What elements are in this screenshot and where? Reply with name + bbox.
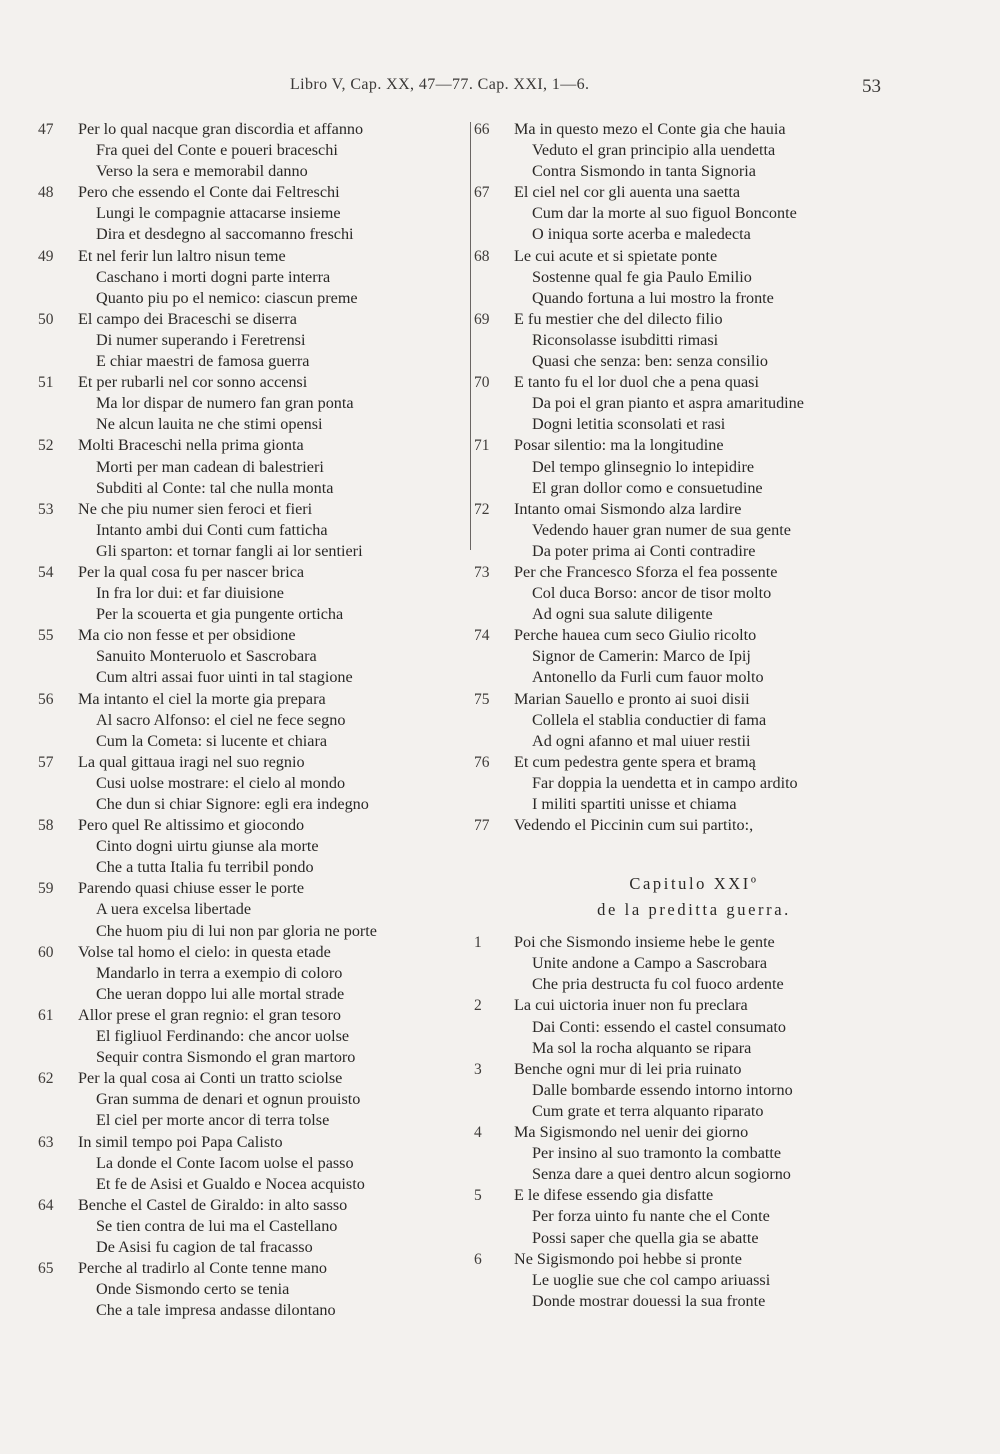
stanza-number: 76: [474, 753, 490, 771]
stanza-number: 57: [38, 753, 54, 771]
verse-line: Quanto piu po el nemico: ciascun preme: [96, 288, 358, 307]
verse-line: E chiar maestri de famosa guerra: [96, 352, 310, 371]
stanza-lines: [514, 752, 914, 815]
stanza-number: 5: [474, 1187, 482, 1205]
stanza-lines: [78, 119, 458, 182]
stanza: [474, 815, 914, 836]
verse-line: De Asisi fu cagion de tal fracasso: [96, 1237, 313, 1256]
stanza: [38, 1068, 458, 1131]
stanza: [38, 625, 458, 688]
chapter-title: Capitulo XXIº: [629, 874, 759, 894]
verse-line: Sanuito Monteruolo et Sascrobara: [96, 647, 317, 666]
stanza-lines: [78, 878, 458, 941]
stanza-number: 77: [474, 817, 490, 835]
stanza-lines: [514, 562, 914, 625]
stanza-lines: [78, 689, 458, 752]
verse-line: Donde mostrar douessi la sua fronte: [532, 1291, 766, 1310]
stanza: [38, 1005, 458, 1068]
verse-line: Et cum pedestra gente spera et bramą: [514, 752, 756, 771]
verse-line: Intanto ambi dui Conti cum fatticha: [96, 520, 328, 539]
stanza: [474, 1059, 914, 1122]
verse-line: El campo dei Braceschi se diserra: [78, 309, 297, 328]
verse-line: Sostenne qual fe gia Paulo Emilio: [532, 267, 752, 286]
stanza-lines: [78, 435, 458, 498]
verse-line: O iniqua sorte acerba e maledecta: [532, 225, 751, 244]
verse-line: Che a tale impresa andasse dilontano: [96, 1301, 336, 1320]
stanza-number: 47: [38, 121, 54, 138]
stanza-lines: [78, 752, 458, 815]
stanza-lines: [78, 372, 458, 435]
verse-line: Signor de Camerin: Marco de Ipij: [532, 647, 751, 666]
verse-line: Riconsolasse isubditti rimasi: [532, 330, 719, 349]
stanza-number: 63: [38, 1133, 54, 1151]
verse-line: Cum altri assai fuor uinti in tal stagione: [96, 668, 353, 687]
verse-line: Posar silentio: ma la longitudine: [514, 436, 724, 455]
stanza: [38, 499, 458, 562]
stanza: [474, 995, 914, 1058]
verse-line: Dira et desdegno al saccomanno freschi: [96, 225, 354, 244]
verse-line: Per che Francesco Sforza el fea possente: [514, 562, 778, 581]
stanza-lines: [514, 309, 914, 372]
verse-line: Cinto dogni uirtu giunse ala morte: [96, 837, 319, 856]
stanza-number: 50: [38, 310, 54, 328]
stanza: [38, 119, 458, 182]
verse-line: Antonello da Furli cum fauor molto: [532, 668, 764, 687]
stanza-lines: [514, 995, 914, 1058]
chapter-heading: [474, 872, 914, 922]
stanza: [474, 372, 914, 435]
verse-line: Pero quel Re altissimo et giocondo: [78, 816, 305, 835]
stanza-lines: [78, 182, 458, 245]
verse-line: Vedendo hauer gran numer de sua gente: [532, 520, 791, 539]
verse-line: Per la scouerta et gia pungente orticha: [96, 605, 344, 624]
verse-line: Marian Sauello e pronto ai suoi disii: [514, 689, 750, 708]
stanza: [38, 942, 458, 1005]
verse-line: Al sacro Alfonso: el ciel ne fece segno: [96, 710, 346, 729]
stanza: [38, 878, 458, 941]
verse-line: La donde el Conte Iacom uolse el passo: [96, 1153, 354, 1172]
stanza: [38, 752, 458, 815]
stanza: [474, 562, 914, 625]
stanza-lines: [514, 625, 914, 688]
stanza-lines: [78, 1132, 458, 1195]
chapter-subtitle: de la preditta guerra.: [597, 900, 791, 920]
stanza-number: 73: [474, 563, 490, 581]
verse-line: Che ueran doppo lui alle mortal strade: [96, 984, 345, 1003]
verse-line: Gli sparton: et tornar fangli ai lor sentieri: [96, 541, 363, 560]
verse-line: Ne alcun lauita ne che stimi opensi: [96, 415, 323, 434]
verse-line: Volse tal homo el cielo: in questa etade: [78, 942, 331, 961]
verse-line: El ciel nel cor gli auenta una saetta: [514, 183, 741, 202]
verse-line: Del tempo glinsegnio lo intepidire: [532, 457, 755, 476]
verse-line: Da poi el gran pianto et aspra amaritudine: [532, 394, 804, 413]
stanza-number: 70: [474, 374, 490, 392]
stanza-number: 62: [38, 1070, 54, 1088]
verse-line: Le cui acute et si spietate ponte: [514, 246, 718, 265]
verse-line: Cum dar la morte al suo figuol Bonconte: [532, 204, 797, 223]
stanza-lines: [514, 372, 914, 435]
verse-line: Quasi che senza: ben: senza consilio: [532, 352, 768, 371]
verse-line: Dogni letitia sconsolati et rasi: [532, 415, 726, 434]
stanza: [38, 562, 458, 625]
verse-line: Vedendo el Piccinin cum sui partito:,: [514, 816, 754, 835]
chapter-stanzas: [474, 932, 914, 1312]
verse-line: Per lo qual nacque gran discordia et affanno: [78, 120, 364, 138]
verse-line: Mandarlo in terra a exempio di coloro: [96, 963, 343, 982]
stanza: [474, 309, 914, 372]
verse-line: Ma intanto el ciel la morte gia prepara: [78, 689, 326, 708]
verse-line: Cum grate et terra alquanto riparato: [532, 1101, 764, 1120]
stanza-lines: [514, 119, 914, 182]
verse-line: Et per rubarli nel cor sonno accensi: [78, 373, 308, 392]
verse-line: Che pria destructa fu col fuoco ardente: [532, 975, 784, 994]
verse-line: Morti per man cadean di balestrieri: [96, 457, 324, 476]
verse-line: Se tien contra de lui ma el Castellano: [96, 1216, 338, 1235]
verse-line: Ma in questo mezo el Conte gia che hauia: [514, 120, 786, 138]
verse-line: Et nel ferir lun laltro nisun teme: [78, 246, 286, 265]
stanza-lines: [78, 1068, 458, 1131]
verse-line: Poi che Sismondo insieme hebe le gente: [514, 933, 775, 952]
stanza-number: 72: [474, 500, 490, 518]
verse-line: Subditi al Conte: tal che nulla monta: [96, 478, 334, 497]
verse-line: Veduto el gran principio alla uendetta: [532, 141, 776, 160]
stanza: [38, 246, 458, 309]
verse-line: Che dun si chiar Signore: egli era indegno: [96, 795, 369, 813]
stanza-lines: [514, 1059, 914, 1122]
verse-line: Dalle bombarde essendo intorno intorno: [532, 1080, 793, 1099]
verse-line: In simil tempo poi Papa Calisto: [78, 1132, 283, 1151]
stanza: [38, 815, 458, 878]
verse-line: Benche el Castel de Giraldo: in alto sasso: [78, 1195, 348, 1214]
stanza-lines: [514, 1185, 914, 1248]
stanza: [474, 1249, 914, 1312]
verse-line: Perche hauea cum seco Giulio ricolto: [514, 626, 757, 645]
stanza-number: 58: [38, 817, 54, 835]
stanza: [474, 182, 914, 245]
verse-line: El gran dollor como e consuetudine: [532, 478, 763, 497]
right-stanzas: [474, 119, 914, 836]
stanza-number: 56: [38, 690, 54, 708]
stanza-lines: [514, 499, 914, 562]
stanza-number: 69: [474, 310, 490, 328]
verse-line: Far doppia la uendetta et in campo ardito: [532, 773, 798, 792]
stanza: [474, 689, 914, 752]
running-title: Libro V, Cap. XX, 47—77. Cap. XXI, 1—6.: [290, 76, 590, 93]
verse-line: Contra Sismondo in tanta Signoria: [532, 162, 756, 181]
verse-line: Molti Braceschi nella prima gionta: [78, 436, 304, 455]
verse-line: La qual gittaua iragi nel suo regnio: [78, 752, 305, 771]
verse-line: Di numer superando i Feretrensi: [96, 330, 306, 349]
verse-line: Per insino al suo tramonto la combatte: [532, 1144, 782, 1163]
stanza: [38, 435, 458, 498]
verse-line: Lungi le compagnie attacarse insieme: [96, 204, 341, 223]
stanza-number: 53: [38, 500, 54, 518]
stanza: [38, 1195, 458, 1258]
stanza-lines: [78, 246, 458, 309]
verse-line: Ma cio non fesse et per obsidione: [78, 626, 296, 645]
verse-line: E le difese essendo gia disfatte: [514, 1186, 714, 1205]
verse-line: Benche ogni mur di lei pria ruinato: [514, 1059, 742, 1078]
stanza: [474, 435, 914, 498]
stanza-lines: [514, 932, 914, 995]
stanza-number: 54: [38, 563, 54, 581]
stanza-number: 6: [474, 1250, 482, 1268]
verse-line: El ciel per morte ancor di terra tolse: [96, 1111, 330, 1130]
stanza-lines: [78, 562, 458, 625]
verse-line: Caschano i morti dogni parte interra: [96, 267, 331, 286]
stanza-number: 51: [38, 374, 54, 392]
stanza-lines: [514, 815, 914, 836]
running-header: [0, 72, 1000, 102]
stanza-lines: [78, 625, 458, 688]
stanza-lines: [78, 815, 458, 878]
verse-line: Per forza uinto fu nante che el Conte: [532, 1207, 770, 1226]
stanza: [474, 752, 914, 815]
stanza: [474, 1185, 914, 1248]
verse-line: Gran summa de denari et ognun prouisto: [96, 1090, 361, 1109]
verse-line: Et fe de Asisi et Gualdo e Nocea acquisto: [96, 1174, 365, 1193]
stanza-number: 68: [474, 247, 490, 265]
stanza: [38, 1132, 458, 1195]
verse-line: Che a tutta Italia fu terribil pondo: [96, 858, 314, 877]
stanza-number: 71: [474, 437, 490, 455]
stanza-number: 66: [474, 121, 490, 138]
stanza-lines: [78, 499, 458, 562]
stanza-lines: [78, 1258, 458, 1321]
stanza-number: 55: [38, 627, 54, 645]
stanza-lines: [78, 309, 458, 372]
verse-line: In fra lor dui: et far diuisione: [96, 584, 284, 603]
verse-line: A uera excelsa libertade: [96, 900, 252, 919]
verse-line: Onde Sismondo certo se tenia: [96, 1280, 290, 1299]
verse-line: Cusi uolse mostrare: el cielo al mondo: [96, 773, 346, 792]
stanza-number: 60: [38, 943, 54, 961]
verse-line: El figliuol Ferdinando: che ancor uolse: [96, 1027, 350, 1046]
verse-line: Quando fortuna a lui mostro la fronte: [532, 288, 774, 307]
verse-line: Ma Sigismondo nel uenir dei giorno: [514, 1123, 749, 1142]
verse-line: Allor prese el gran regnio: el gran tesoro: [78, 1005, 341, 1024]
stanza-number: 49: [38, 247, 54, 265]
stanza-lines: [514, 1122, 914, 1185]
verse-line: Ma lor dispar de numero fan gran ponta: [96, 394, 354, 413]
verse-line: Per la qual cosa ai Conti un tratto sciolse: [78, 1069, 343, 1088]
verse-line: Ad ogni sua salute diligente: [532, 605, 713, 624]
stanza-lines: [514, 435, 914, 498]
stanza-number: 64: [38, 1196, 54, 1214]
verse-line: Cum la Cometa: si lucente et chiara: [96, 731, 328, 750]
verse-line: Ad ogni afanno et mal uiuer restii: [532, 731, 751, 750]
stanza-lines: [514, 246, 914, 309]
page-number: 53: [862, 76, 881, 97]
column-divider: [470, 122, 471, 550]
verse-line: Ma sol la rocha alquanto se ripara: [532, 1038, 752, 1057]
stanza-lines: [514, 182, 914, 245]
stanza-number: 1: [474, 934, 482, 952]
stanza-number: 2: [474, 997, 482, 1015]
stanza: [38, 309, 458, 372]
verse-line: Per la qual cosa fu per nascer brica: [78, 562, 305, 581]
verse-line: E tanto fu el lor duol che a pena quasi: [514, 373, 759, 392]
stanza-number: 65: [38, 1260, 54, 1278]
stanza-lines: [78, 942, 458, 1005]
stanza-lines: [514, 1249, 914, 1312]
stanza: [38, 372, 458, 435]
right-column: [474, 119, 914, 1312]
stanza: [38, 689, 458, 752]
verse-line: Possi saper che quella gia se abatte: [532, 1228, 759, 1247]
stanza: [474, 625, 914, 688]
verse-line: Perche al tradirlo al Conte tenne mano: [78, 1259, 328, 1278]
verse-line: Che huom piu di lui non par gloria ne porte: [96, 921, 377, 940]
stanza-number: 74: [474, 627, 490, 645]
verse-line: E fu mestier che del dilecto filio: [514, 309, 723, 328]
verse-line: Fra quei del Conte e poueri braceschi: [96, 141, 338, 160]
stanza-number: 61: [38, 1006, 54, 1024]
stanza-lines: [514, 689, 914, 752]
verse-line: Ne che piu numer sien feroci et fieri: [78, 499, 313, 518]
verse-line: Ne Sigismondo poi hebbe si pronte: [514, 1249, 742, 1268]
stanza-number: 3: [474, 1060, 482, 1078]
stanza: [474, 1122, 914, 1185]
verse-line: Senza dare a quei dentro alcun sogiorno: [532, 1165, 791, 1184]
stanza: [38, 1258, 458, 1321]
verse-line: I militi spartiti unisse et chiama: [532, 795, 737, 813]
stanza: [474, 119, 914, 182]
verse-line: Dai Conti: essendo el castel consumato: [532, 1017, 786, 1036]
stanza: [474, 499, 914, 562]
stanza-lines: [78, 1005, 458, 1068]
verse-line: Collela el stablia conductier di fama: [532, 710, 767, 729]
verse-line: Parendo quasi chiuse esser le porte: [78, 879, 305, 898]
stanza-number: 59: [38, 880, 54, 898]
verse-line: Intanto omai Sismondo alza lardire: [514, 499, 742, 518]
verse-line: Verso la sera e memorabil danno: [96, 162, 308, 181]
stanza-number: 48: [38, 184, 54, 202]
verse-line: Da poter prima ai Conti contradire: [532, 541, 756, 560]
stanza-number: 75: [474, 690, 490, 708]
verse-line: Pero che essendo el Conte dai Feltreschi: [78, 183, 340, 202]
verse-line: Le uoglie sue che col campo ariuassi: [532, 1270, 771, 1289]
stanza: [474, 932, 914, 995]
verse-line: Col duca Borso: ancor de tisor molto: [532, 584, 772, 603]
verse-line: Unite andone a Campo a Sascrobara: [532, 954, 768, 973]
stanza: [38, 182, 458, 245]
verse-line: La cui uictoria inuer non fu preclara: [514, 996, 748, 1015]
stanza-number: 52: [38, 437, 54, 455]
left-column: [38, 119, 458, 1321]
verse-line: Sequir contra Sismondo el gran martoro: [96, 1048, 356, 1067]
stanza: [474, 246, 914, 309]
stanza-number: 67: [474, 184, 490, 202]
stanza-number: 4: [474, 1124, 482, 1142]
stanza-lines: [78, 1195, 458, 1258]
